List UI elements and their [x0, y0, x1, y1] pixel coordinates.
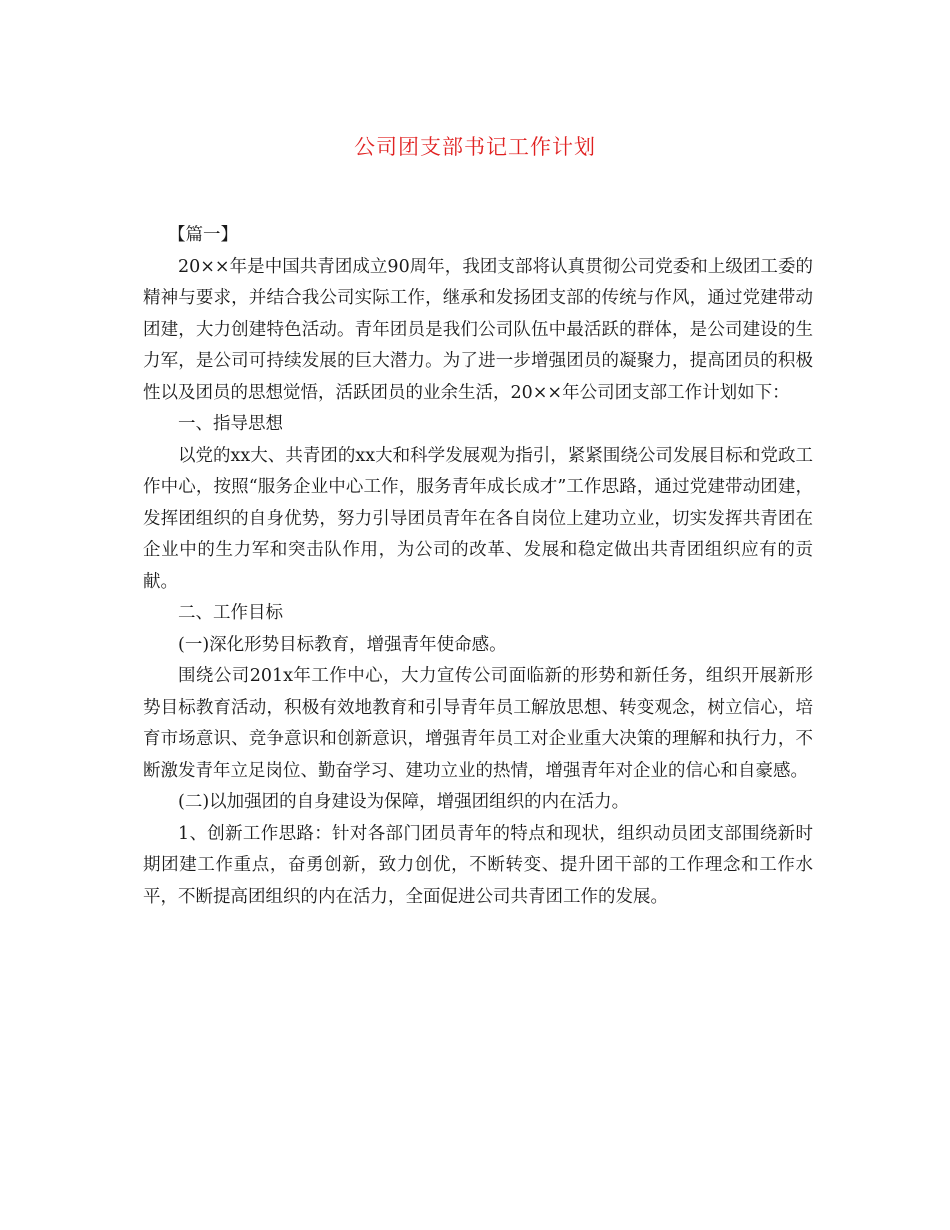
paragraph-goal-one: 围绕公司201x年工作中心，大力宣传公司面临新的形势和新任务，组织开展新形势目标教育活动，积极有效地教育和引导青年员工解放思想、转变观念，树立信心，培育市场意识、竞争意识和创新意识，增强青年员工对企业重大决策的理解和执行力，不断激发青年立足岗位、勤奋学习、建功立业的热情，增强青年对企业的信心和自豪感。 [143, 666, 813, 781]
paragraph-guiding-ideology: 以党的xx大、共青团的xx大和科学发展观为指引，紧紧围绕公司发展目标和党政工作中心，按照“服务企业中心工作，服务青年成长成才”工作思路，通过党建带动团建，发挥团组织的自身优势，努力引导团员青年在各自岗位上建功立业，切实发挥共青团在企业中的生力军和突击队作用，为公司的改革、发展和稳定做出共青团组织应有的贡献。 [143, 445, 813, 592]
paragraph-intro: 20××年是中国共青团成立90周年，我团支部将认真贯彻公司党委和上级团工委的精神与要求，并结合我公司实际工作，继承和发扬团支部的传统与作风，通过党建带动团建，大力创建特色活动。青年团员是我们公司队伍中最活跃的群体，是公司建设的生力军，是公司可持续发展的巨大潜力。为了进一步增强团员的凝聚力，提高团员的积极性以及团员的思想觉悟，活跃团员的业余生活，20××年公司团支部工作计划如下： [143, 256, 813, 403]
document-body [143, 220, 813, 913]
section-label: 【篇一】 [168, 225, 238, 245]
paragraph-goal-two-item-one: 1、创新工作思路：针对各部门团员青年的特点和现状，组织动员团支部围绕新时期团建工作重点，奋勇创新，致力创优，不断转变、提升团干部的工作理念和工作水平，不断提高团组织的内在活力，全面促进公司共青团工作的发展。 [143, 823, 813, 907]
heading-guiding-ideology: 一、指导思想 [178, 414, 283, 434]
subheading-goal-two: (二)以加强团的自身建设为保障，增强团组织的内在活力。 [178, 792, 630, 812]
document-title: 公司团支部书记工作计划 [354, 135, 596, 159]
heading-work-goals: 二、工作目标 [178, 603, 283, 623]
subheading-goal-one: (一)深化形势目标教育，增强青年使命感。 [178, 634, 507, 655]
